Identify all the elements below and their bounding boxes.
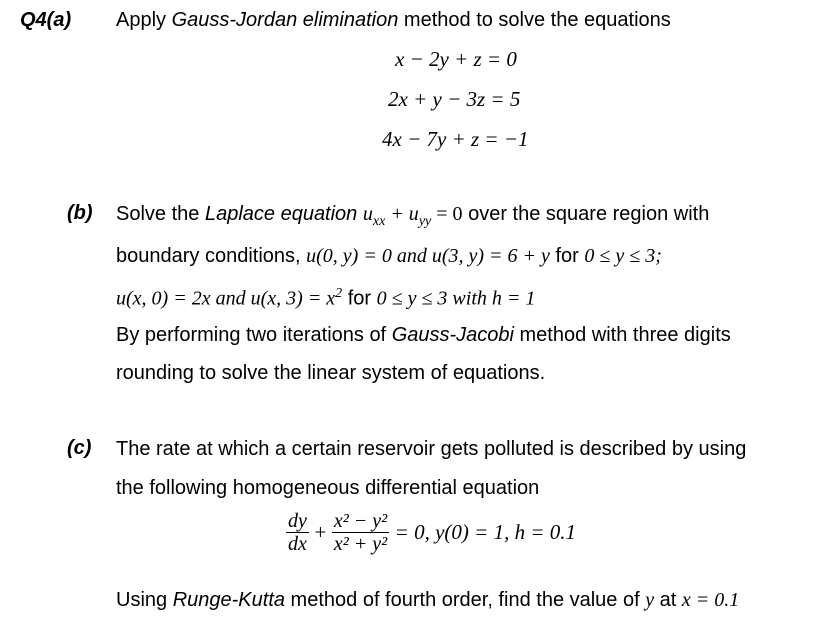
range-math: 0 ≤ y ≤ 3;: [584, 245, 662, 267]
q4b-line-5: rounding to solve the linear system of equations.: [116, 362, 546, 384]
q4a-method: Gauss-Jordan elimination: [171, 9, 399, 31]
dx: dx: [288, 533, 307, 555]
laplace-math: [362, 203, 463, 229]
q4a-post: method to solve the equations: [398, 9, 671, 31]
dy-dx-fraction: [286, 510, 309, 555]
range-math-2: 0 ≤ y ≤ 3 with h = 1: [376, 287, 536, 310]
at-text: at: [654, 589, 682, 611]
y-symbol: y: [645, 589, 655, 611]
using-text: Using: [116, 589, 173, 611]
sub-xx: xx: [372, 214, 386, 229]
sub-yy: yy: [418, 214, 432, 229]
u-symbol: u: [362, 203, 373, 225]
q4b-line-4: [116, 324, 731, 347]
iterations-text: By performing two iterations of: [116, 324, 392, 346]
rhs-condition: = 0, y(0) = 1, h = 0.1: [394, 520, 576, 544]
question-4a-label: Q4(a): [20, 9, 72, 31]
question-4b-label: (b): [67, 202, 93, 224]
q4c-line-2: the following homogeneous differential equation: [116, 477, 540, 499]
equals-zero: = 0: [431, 203, 463, 225]
q4a-pre: Apply: [116, 9, 172, 31]
q4b-line-3: [116, 286, 535, 311]
q4b-line-1: [116, 203, 709, 230]
ratio-fraction: [332, 510, 389, 555]
find-text: method of fourth order, find the value of: [285, 589, 646, 611]
runge-kutta-term: Runge-Kutta: [172, 589, 285, 611]
boundary-text: boundary conditions,: [116, 245, 307, 267]
equation-2: 2x + y − 3z = 5: [388, 87, 521, 111]
q4c-line-1: The rate at which a certain reservoir gets polluted is described by using: [116, 438, 747, 460]
q4c-line-3: [116, 589, 739, 612]
q4b-text-end: over the square region with: [462, 203, 710, 225]
question-4a-prompt: [116, 9, 671, 32]
x-value: x = 0.1: [681, 589, 740, 611]
q4b-text: Solve the: [116, 203, 205, 225]
numerator: x² − y²: [333, 510, 388, 532]
denominator: x² + y²: [333, 533, 388, 555]
gauss-jacobi-term: Gauss-Jacobi: [391, 324, 514, 346]
laplace-equation-term: Laplace equation: [204, 203, 358, 225]
boundary-math: u(0, y) = 0 and u(3, y) = 6 + y: [306, 245, 550, 267]
for-text-2: for: [342, 287, 377, 310]
question-4c-label: (c): [67, 437, 92, 459]
plus-u: + u: [385, 203, 419, 225]
dy: dy: [288, 510, 307, 532]
equation-1: x − 2y + z = 0: [395, 47, 517, 71]
boundary-math-2: u(x, 0) = 2x and u(x, 3) = x: [116, 287, 336, 310]
sup-2: 2: [335, 286, 343, 301]
iterations-text-end: method with three digits: [513, 324, 731, 346]
q4b-line-2: [116, 245, 662, 268]
for-text: for: [549, 245, 585, 267]
equation-3: 4x − 7y + z = −1: [382, 127, 529, 151]
differential-equation: [286, 510, 576, 555]
plus-sign: +: [314, 520, 327, 544]
